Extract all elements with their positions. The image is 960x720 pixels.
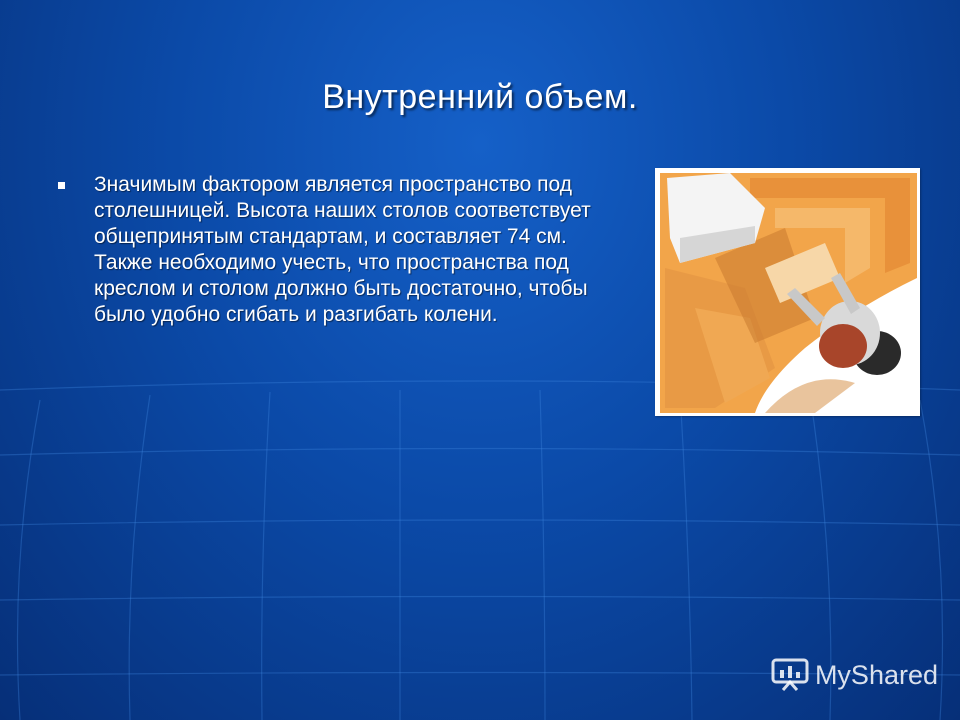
bullet-square-icon <box>58 182 65 189</box>
watermark <box>771 658 938 692</box>
person-at-desk-illustration <box>655 168 920 416</box>
myshared-logo-icon <box>771 658 809 692</box>
bullet-text: Значимым фактором является пространство под столешницей. Высота наших столов соответствует общепринятым стандартам, и составляет 74 см. Также необходимо учесть, что пространства под креслом и столом должно быть достаточно, чтобы было удобно сгибать и разгибать колени. <box>94 173 591 326</box>
bullet-list <box>58 172 618 328</box>
watermark-text: MyShared <box>814 659 938 690</box>
desk-illustration-art <box>655 168 920 416</box>
slide-title: Внутренний объем. <box>322 78 638 116</box>
